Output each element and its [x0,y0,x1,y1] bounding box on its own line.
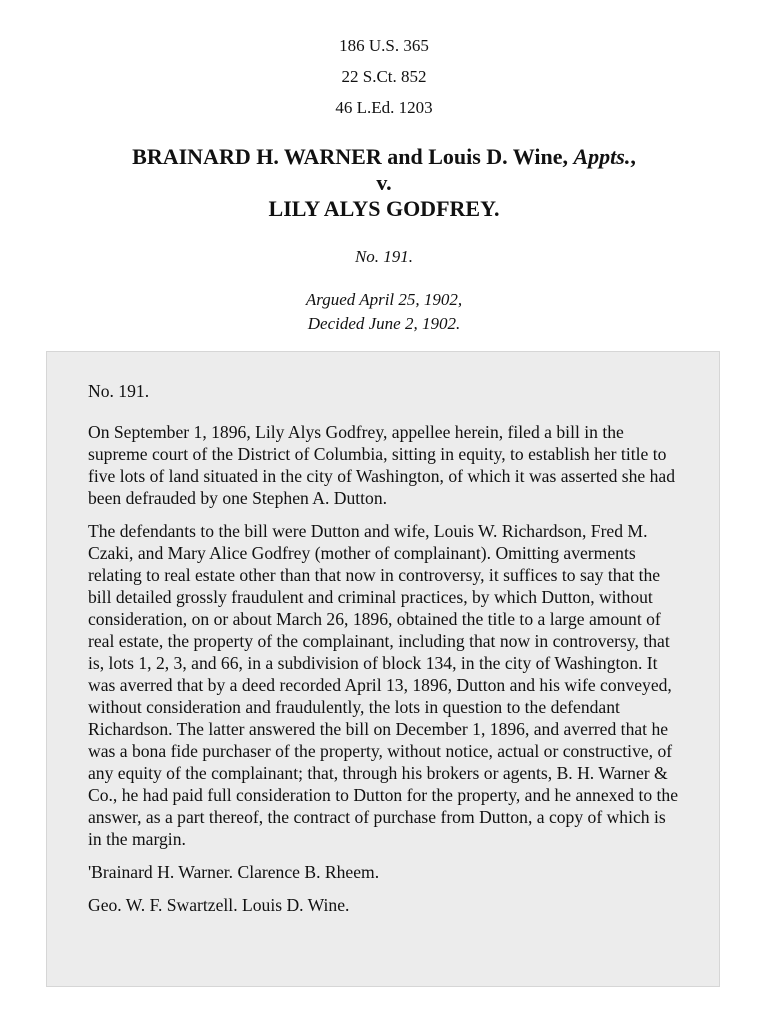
appellants-designation: Appts. [573,144,631,169]
opinion-text [47,352,719,916]
docket-number: No. 191. [354,247,414,266]
opinion-body [46,351,720,987]
citation-block [0,34,768,127]
appellants-names: BRAINARD H. WARNER and Louis D. Wine, [132,144,574,169]
appellants-comma: , [630,144,636,169]
paragraph-signatories-1: 'Brainard H. Warner. Clarence B. Rheem. [88,862,380,882]
case-dates [0,288,768,336]
paragraph-docket: No. 191. [88,381,150,401]
citation-supreme-court-reporter: 22 S.Ct. 852 [341,67,427,86]
citation-lawyers-edition: 46 L.Ed. 1203 [335,98,433,117]
versus-label: v. [376,170,392,195]
case-title [0,144,768,222]
citation-us-reports: 186 U.S. 365 [339,36,429,55]
appellee-name: LILY ALYS GODFREY. [268,196,500,221]
paragraph-signatories-2: Geo. W. F. Swartzell. Louis D. Wine. [88,895,350,915]
decided-date: Decided June 2, 1902. [307,314,461,333]
paragraph-intro: On September 1, 1896, Lily Alys Godfrey, appellee herein, filed a bill in the supreme court of the District of Columbia, sitting in equity, to establish her title to five lots of land situated in the city of Washington, of which it was asserted she had been defrauded by one Stephen A. Dutton. [88,422,676,508]
argued-date: Argued April 25, 1902, [305,290,463,309]
case-title-parties-line [0,144,768,170]
paragraph-defendants: The defendants to the bill were Dutton and wife, Louis W. Richardson, Fred M. Czaki, and Mary Alice Godfrey (mother of complainant). Omitting averments relating to real estate other than that now in controversy, it suffices to say that the bill detailed grossly fraudulent and criminal practices, by which Dutton, without consideration, on or about March 26, 1896, obtained the title to a large amount of real estate, the property of the complainant, including that now in controversy, that is, lots 1, 2, 3, and 66, in a subdivision of block 134, in the city of Washington. It was averred that by a deed recorded April 13, 1896, Dutton and his wife conveyed, without consideration and fraudulently, the lots in question to the defendant Richardson. The latter answered the bill on December 1, 1896, and averred that he was a bona fide purchaser of the property, without notice, actual or constructive, of any equity of the complainant; that, through his brokers or agents, B. H. Warner & Co., he had paid full consideration to Dutton for the property, and he annexed to the answer, as a part thereof, the contract of purchase from Dutton, a copy of which is in the margin. [88,521,679,849]
